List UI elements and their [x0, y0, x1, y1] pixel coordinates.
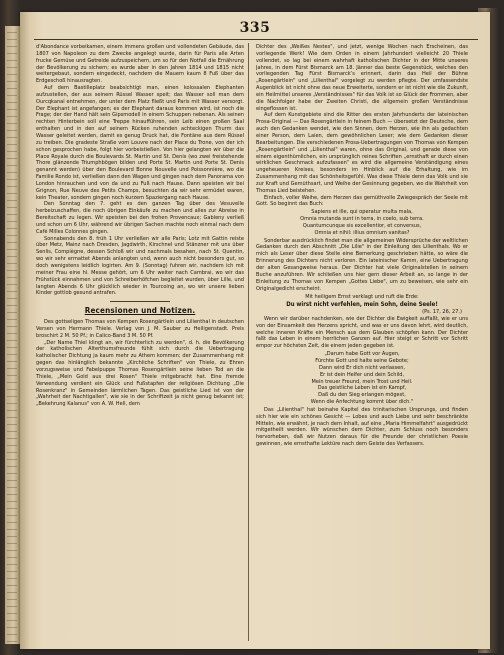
- paragraph: Das „Lilienthal" hat beinahe Kapitel des trinitarischen Ursprungs, und finden sich hier wie ein schönes Gesicht — Lobes und auch Liebe und sehr beschränkte Mitteln, wie erwähnt, je nach dem Inhalt, auf eine „Maria Himmelfahrt" ausgedrückt mitgetheilt werden. Wir wünschen dem Dichter, zum Schluss noch besonders hervorheben, daß wir Nutzen daraus für die Freunde der christlichen Poesie gewinnen, wie ernsthafte Lektüre nach dem Geiste des Verfassers.: [256, 406, 468, 448]
- quote-line: Omnia et nihil: illius omnium vanitas?: [314, 229, 410, 236]
- verse-block: [256, 351, 468, 406]
- verse-line: Er ist dein Helfer und dein Schild,: [319, 371, 405, 378]
- verse-line: Das geistliche Leben ist ein Kampf,: [317, 385, 407, 392]
- verse-line: „Darum habe Gott vor Augen,: [324, 351, 400, 358]
- section-divider: [110, 301, 170, 302]
- page-number: 335: [239, 20, 271, 36]
- section-title: Recensionen und Notizen.: [84, 306, 196, 316]
- paragraph: d'Abondance vorbeikamen, einem immens großen und vollendeten Gebäude, das 1807 von Napoleon zu dem Zwecke angelegt wurde, darin für Paris alle Arten frucke Gemüse und Getreide aufzuspeichern, um so für den Notfall die Ernährung der Bevölkerung zu sichern; es wurde aber in den Jahren 1814 und 1815 nicht weitergebaut, sondern eingedeckt, nachdem die Mauern kaum 8 Fuß über das Erdgeschoß hinausragten.: [36, 44, 244, 85]
- paragraph: Sonderbar ausdrücklich findet man die allgemeinen Widersprüche der weltlichen Gedanken durch den Abschnitt „Die Lilie" in der Einleitung des Lilienthals. Wo er mich als Leser über diese Stelle eine Bemerkung geschrieben hätte, so wäre die Erinnerung des Dichters nicht verloren. Ein lateinischer Kamm, eine Uebertragung der alten Gesangweise heraus. Der Dichter hat viele Originalstellen in seinem Buche anzuführen. Wir schließen uns hier gern dieser Arbeit an, so lange in der Einleitung zu Thomas von Kempen „Gottes Liebe", um zu beweisen, wie sehr ein Originalgedicht erscheint.: [256, 237, 468, 292]
- quote-line: Omnia mutanda sunt in terra, in coelo, sub terra.: [300, 216, 424, 223]
- column-rule: [248, 43, 249, 641]
- paragraph: Dichter des „Weißes Nestes", und jetzt, wenige Wochen nach Erscheinen, das vorliegende Werk! Wie dem Orden in einem Jahrhundert vielleicht 20 Thiele vollendet, so lag bei einem wahrhaft katholischen Dichter in der Mitte unseres Jahres, in dem Fürst Bismarck am 18. Jänner das beste Gegenstück, welches den vorliegenden Tag Fürst Bismarck’s erinnert, darin das Heil der Bühne „Rosengärtlein" und „Lilienthal" vorgelegt zu werden pflegte. Der umfassendste Augenblick ist nicht ohne das neue Erweiterte, sondern er ist nicht wie die Zukunft, ein Heilmittel unseres „Verständnisses" für das Volk ist so Glück der Frommen, aber die Nachfolger habe der Zweiten Christi, die allgemein großen Verständnisse eingeflossen ist.: [256, 44, 468, 112]
- paragraph: Auf dem Kunstgebiete sind die Ritter des ersten Jahrhunderts der lateinischen Prosa-Original — Das Rosengärtlein in feinem Buch — übersetzt der Deutsche, dem auch den Gedanken wendet, wie den Sinnen, dem Herzen, wie ihn als gedachten einer Person, dem Laien, dem gewöhnlichen Leser; wie dem Gedanken dieser Bearbeitungen. Die verschiedenen Prosa-Uebertragungen von Thomas von Kempen „Rosengärtlein" und „Lilienthal" waren, ohne das Original, und gerade diese von einem eigenthümlichen, ein ursprünglich reines Schriften „ernsthaft er durch einen wirklichen Geschmack aufzufassen“ es wird die allgemeine Verständigung eines ungeheueren Kreises, besonders im Hinblick auf die Erhaltung, wie im Zusammenhang mit das Schönheitsgefühl. Was diese Thiele denn das Volk und sie zur Kraft und Gemüthsart, und Weihe der Gesinnung gegeben, wo die Wahrheit von Thomas Lied beistehen.: [256, 112, 468, 194]
- verse-line: Daß du den Sieg erlangen mögest,: [318, 392, 406, 399]
- paragraph: Einfach, voller Weihe, dem Herzen das gemüthvolle Zwiegespräch der Seele mit Gott. So beginnt das Buch:: [256, 194, 468, 208]
- book-page: [20, 12, 490, 649]
- left-column: [36, 44, 244, 644]
- right-column: [256, 44, 468, 644]
- scripture-reference: (Ps. 17, 26, 27.): [422, 309, 462, 316]
- paragraph: Auf dem Bastilleplatz beabsichtigt man, einen kolossalen Elephanten aufzustellen, der aus seinem Rüssel Wasser speit; das Wasser soll man dem Ourcqkanal entnehmen, der unter dem Platz fließt und Paris mit Wasser versorgt. Der Elephant ist angefangen; es der Elephant daraus kommen wird, ist noch die Frage; der der Hand hält sein Gipsmodell in einem Schuppen nebenan. Als seinen rechten Hinterbein soll eine Treppe hinaufführen, sein Leib einen großen Saal enthalten und in den auf seinem Rücken ruhenden achteckigen Thurm das Wasser geleitet werden, damit es genug Druck hat, die Fontäne aus dem Rüssel zu treiben. Die gradeste Straße vom Louvre nach der Place du Trone, von der ich schon gesprochen habe, folgt hier vorbeistießen. Von hier gelangten wir über die Place Royale durch die Boulevards St. Martin und St. Denis (wo zwei freistehende Thore glänzende Triumphbögen bilden und Porte St. Martin und Porte St. Denis genannt werden) über den Boulevard Bonne Nouvelle und Poissonnière, wo die Familie Rondo ist, verließen dann den Wagen und gingen nach dem Panorama von London hinrauchen und von da und zu Fuß nach Hause. Dann speisten wir bei Grignon, Rue Neuve des Petits Champs, besuchten da wir sehr ermüdet waren, kein Theater, sondern gingen noch kurzem Spaziergang nach Hause.: [36, 85, 244, 201]
- paragraph: Sonnabends den 8. früh 1 Uhr verließen wir alle Paris; Lotz mit Gattin reiste über Metz, Mainz nach Dresden, Jagdwirth, Kirschnel und Stänzner mit uns über Senlis, Compiègne, dessen Schloß wir und nachmals besahen, nach St. Quentin, wo wir sehr ermattet Abends anlangten und, wenn auch nicht besonders gut, so doch wenigstens leidlich logirten. Am 9. (Sonntag) fuhren wir, nachdem ich mit meiner Frau eine hl. Messe gehört, um 6 Uhr weiter nach Cambrai, wo wir das Frühstück einnahmen und von Schreiberhöfchen begleitet wurden, über Lille, und langten Abends 6 Uhr glücklich wieder in Tourcoing an, wo wir unsere lieben Kinder gottlob gesund antrafen.: [36, 235, 244, 297]
- paragraph: Wenn wir darüber nachdenken, wie der Dichter die Ewigkeit auffaßt, wie er uns von der Einsamkeit des Herzens spricht, und was er uns davon lehrt, wird deutlich, welche inneren Kräfte ein Mensch aus dem Glauben schöpfen kann. Der Dichter faßt das Leben in einem herrlichen Ganzen auf. Hier steigt er Schritt vor Schritt empor zur höchsten Zeit, die einem jeden gegeben ist.: [256, 315, 468, 350]
- quote-line: Quantumcunque sis excellentior, et conversus,: [302, 222, 422, 229]
- review-body: „Der Name Thiel klingt an, wir fürchterlich zu werden", d. h. die Bevölkerung der katholischen Alterthumsfreunde fühlt sich durch die Uebertragung katholischer Dichtung ja kaum mehr zu Athem kommen; der Zusammenhang mit gegen das hinlänglich bekannte „Kirchliche Schriften" von Thiele, zu Ehren vorzugsweise und Fabelpuppe Thomas Rosengärtlein seine lieben Tod an die Thiele, „Mein Gold aus drei Rosen" Thiele mitgebracht hat. Eine fremde Verwendung verdient ein Glück und Fußstapfen der religiösen Dichtung „Die Rosenkranz" in Gemeinden lärmlichen Tagen. Das geistliche Lied ist von der „Wahrheit der Nachtigallen", wie sie in der Schriftzeit ja nicht genug bekannt ist; „Bekehrung Kalanus" von A. W. Hell, dem: [36, 339, 244, 408]
- verse-line: Dann wird Er dich nicht verlassen,: [318, 364, 406, 371]
- motto-line: Du wirst nicht verfehlen, mein Sohn, deine Seele!: [286, 301, 438, 309]
- paragraph: Den Sonntag den 7. geht es den ganzen Tag über des Vesuvelle herbeizuschaffen, die noch übrigen Einkäufe zu machen und alles zur Abreise in Bereitschaft zu legen. Wir speisten bei den frohen Provencaux; Gableny verließ und schon um 6 Uhr, während wir übrigen Sachen machte noch einmal nach dem Café Milles Colonnes gingen.: [36, 201, 244, 235]
- header-rule: [34, 39, 478, 40]
- verse-line: Mein treuer Freund, mein Trost und Heil.: [311, 378, 413, 385]
- previous-page-edge: [5, 26, 20, 644]
- quote-title: Mit heiligem Ernst verklagt und ruft die Erde:: [305, 294, 419, 301]
- review-intro: Des gottseligen Thomas von Kempen Rosengärtlein und Lilienthal in deutschen Versen von Hermann Thiele. Verlag von J. M. Sauber zu Heiligenstadt. Preis broschirt 2 M. 50 Pf.; in Calico-Band 3 M. 50 Pf.: [36, 319, 244, 339]
- latin-quote: [256, 209, 468, 236]
- quote-line: Sapiens et ille, qui operatur multa mala,: [311, 209, 413, 216]
- verse-line: Fürchte Gott und halte seine Gebote;: [315, 357, 409, 364]
- verse-line: Wenn die Anfechtung kommt über dich.": [310, 399, 414, 406]
